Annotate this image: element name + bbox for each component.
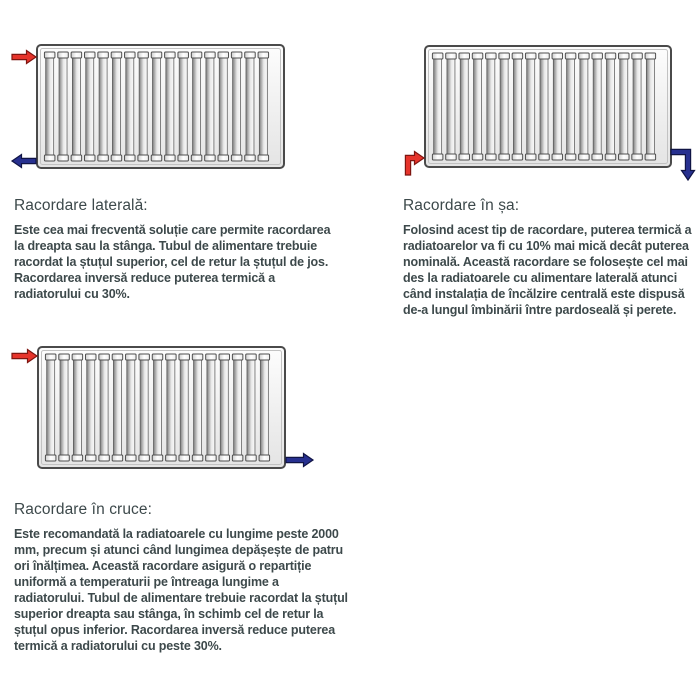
section-body: Este cea mai frecventă soluție care permite racordarea la dreapta sau la stânga. Tubul de alimentare trebuie racordat la ștuțul superior, cel de retur la ștuțul de jos. Racordarea inversă reduce puterea termică a radiatorului cu 30%. (14, 223, 331, 301)
radiator-diagram-cross (0, 340, 320, 485)
radiator-diagram-lateral (0, 38, 320, 188)
section-body: Este recomandată la radiatoarele cu lungime peste 2000 mm, precum și atunci când lungimea depășește de patru ori înălțimea. Această racordare asigură o repartiție uniformă a temperaturii pe întreaga lungime a radiatorului. Tubul de alimentare trebuie racordat la ștuțul superior dreapta sau stânga, în schimb cel de retur la ștuțul opus inferior. Racordarea inversă reduce puterea termică a radiatorului cu peste 30%. (14, 527, 348, 653)
return-arrow-icon (671, 149, 695, 180)
section-text (14, 500, 348, 654)
section-heading: Racordare laterală: (14, 197, 148, 214)
section-heading: Racordare în șa: (403, 197, 520, 214)
section-text (14, 196, 338, 302)
radiator-body (38, 347, 285, 468)
supply-arrow-icon (12, 350, 37, 363)
radiator-body (37, 45, 284, 168)
return-arrow-icon (12, 155, 36, 168)
radiator-diagram-saddle (395, 38, 700, 193)
supply-arrow-icon (405, 152, 424, 176)
radiator-body (425, 46, 671, 167)
supply-arrow-icon (12, 51, 36, 64)
section-heading: Racordare în cruce: (14, 501, 153, 518)
section-text (403, 196, 700, 318)
return-arrow-icon (286, 454, 313, 467)
section-body: Folosind acest tip de racordare, puterea termică a radiatoarelor va fi cu 10% mai mică decât puterea nominală. Această racordare se folosește cel mai des la radiatoarele cu alimentare laterală atunci când instalația de încălzire centrală este dispusă de-a lungul îmbinării între pardoseală și perete. (403, 223, 692, 317)
